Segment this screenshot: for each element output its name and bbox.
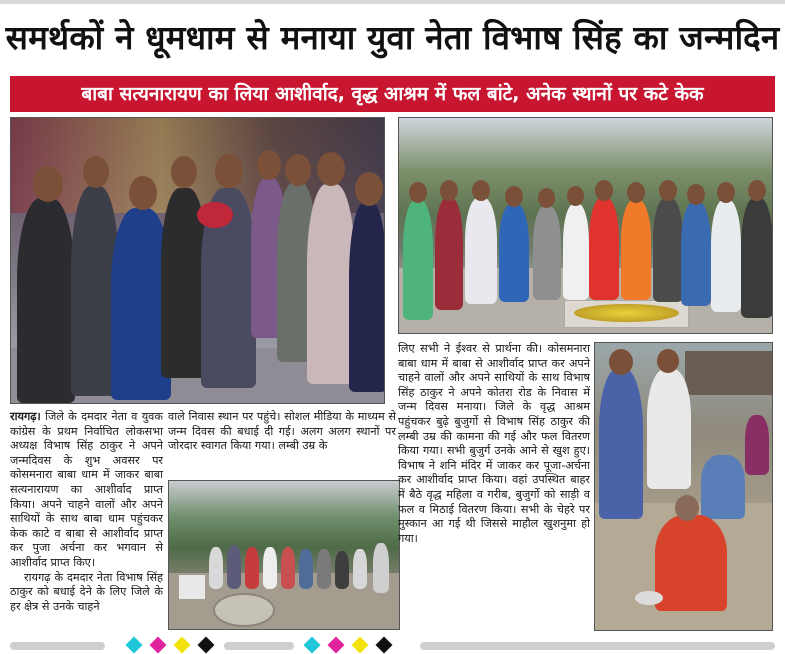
person	[711, 200, 741, 312]
dateline: रायगढ़।	[10, 410, 41, 423]
person-head	[409, 182, 427, 203]
print-registration-bar	[0, 638, 785, 654]
person-head	[317, 152, 345, 186]
top-rule	[0, 0, 785, 4]
person	[621, 200, 651, 300]
headline: समर्थकों ने धूमधाम से मनाया युवा नेता विभाष सिंह का जन्मदिन	[5, 18, 780, 57]
person	[465, 198, 497, 304]
person	[701, 455, 745, 519]
person-head	[171, 156, 197, 188]
person	[599, 369, 643, 519]
building	[685, 351, 773, 395]
person-head	[285, 154, 311, 186]
photo-distribution	[594, 342, 773, 631]
person-head	[609, 349, 633, 375]
person	[335, 551, 349, 589]
person	[227, 545, 241, 589]
person	[435, 198, 463, 310]
person	[745, 415, 769, 475]
registration-strip	[224, 642, 294, 650]
person-head	[257, 150, 281, 180]
bowl	[635, 591, 663, 605]
registration-strip	[10, 642, 105, 650]
person-head	[505, 186, 523, 207]
person-head	[675, 495, 699, 521]
subheadline-banner: बाबा सत्यनारायण का लिया आशीर्वाद, वृद्ध आश्रम में फल बांटे, अनेक स्थानों पर कटे केक	[10, 76, 775, 112]
registration-mark-yellow	[174, 637, 191, 654]
person	[353, 549, 367, 589]
person	[299, 549, 313, 589]
registration-strip	[420, 642, 775, 650]
article-paragraph	[10, 571, 163, 615]
person-head	[538, 188, 555, 208]
person-head	[595, 180, 613, 201]
registration-mark-magenta	[150, 637, 167, 654]
fruit-pile	[574, 304, 679, 322]
person-head	[567, 186, 584, 206]
photo-garden-gathering	[168, 480, 400, 630]
person	[681, 202, 711, 306]
person	[403, 200, 433, 320]
person	[499, 204, 529, 302]
registration-mark-black	[198, 637, 215, 654]
person	[209, 547, 223, 589]
person	[245, 547, 259, 589]
registration-mark-cyan	[126, 637, 143, 654]
person	[317, 549, 331, 589]
person	[741, 198, 773, 318]
person-head	[687, 184, 705, 205]
registration-mark-black	[376, 637, 393, 654]
person-head	[355, 172, 383, 206]
photo-ashram-group	[398, 117, 773, 334]
plastic-chair	[179, 575, 205, 599]
registration-mark-magenta	[328, 637, 345, 654]
article-column-3: लिए सभी ने ईश्वर से प्रार्थना की। कोसमनारा बाबा धाम में बाबा से आशीर्वाद प्राप्त कर अपने चाहने वालों और अपने साथियों के साथ विभाष सिंह ठाकुर ने अपने कोतरा रोड के निवास में जन्म दिवस मनाया। जिले के वृद्ध आश्रम पहुंचकर बुढ़े बुजुर्गो से विभाष सिंह ठाकुर की लम्बी उम्र की कामना की गई और फल वितरण किया गया। सभी बुजुर्ग उनके आने से खुश हुए। विभाष ने शनि मंदिर में जाकर कर पूजा-अर्चना कर आशीर्वाद प्राप्त किया। वहां उपस्थित बाहर में बैठे वृद्ध महिला व गरीब, बुजुर्गो को साड़ी व फल व मिठाई वितरण किया। सभी के चेहरे पर मुस्कान आ गई थी जिससे माहौल खुशनुमा हो गया।	[398, 342, 590, 545]
person	[373, 543, 389, 593]
person-head	[129, 176, 157, 210]
person	[281, 547, 295, 589]
person	[589, 198, 619, 300]
article-column-2: वाले निवास स्थान पर पहुंचे। सोशल मीडिया के माध्यम से जन्म दिवस की बधाई दी गई। अलग अलग स्थानों पर जोरदार स्वागत किया गया। लम्बी उम्र के	[168, 410, 396, 453]
person	[563, 204, 589, 300]
person	[307, 184, 355, 384]
article-column-1	[10, 410, 163, 614]
stone-platform	[213, 593, 275, 627]
article-paragraph	[10, 410, 163, 571]
person-head	[627, 182, 645, 203]
registration-mark-cyan	[304, 637, 321, 654]
person-head	[659, 180, 677, 201]
person-head	[717, 182, 735, 203]
person-head	[657, 349, 679, 373]
person-head	[472, 180, 490, 201]
person	[647, 369, 691, 489]
person	[17, 198, 75, 403]
person-head	[33, 166, 63, 202]
person-head	[83, 156, 109, 188]
paragraph-text: जिले के दमदार नेता व युवक कांग्रेस के प्रथम निर्वाचित लोकसभा अध्यक्ष विभाष सिंह ठाकुर ने अपने जन्मदिवस के शुभ अवसर पर कोसमनारा बाबा धाम में जाकर बाबा सत्यनारायण का आशीर्वाद प्राप्त किया। अपने चाहने वालों और अपने साथियों के साथ बाबा धाम पहुंचकर केक काटे व बाबा से आशीर्वाद प्राप्त कर पुजा अर्चना कर भगवान से आशीर्वाद प्राप्त किए।	[10, 410, 163, 569]
seated-woman	[655, 515, 727, 611]
photo-birthday-group	[10, 117, 385, 404]
paragraph-text: रायगढ़ के दमदार नेता विभाष सिंह ठाकुर को बधाई देने के लिए जिले के हर क्षेत्र से उनके चाहने	[10, 570, 163, 613]
person-head	[440, 180, 458, 201]
person	[349, 202, 385, 392]
person	[653, 198, 683, 302]
registration-mark-yellow	[352, 637, 369, 654]
flower-bouquet	[197, 202, 233, 228]
person-head	[748, 180, 766, 201]
person	[533, 206, 561, 300]
person-head	[215, 154, 243, 188]
person	[263, 547, 277, 589]
